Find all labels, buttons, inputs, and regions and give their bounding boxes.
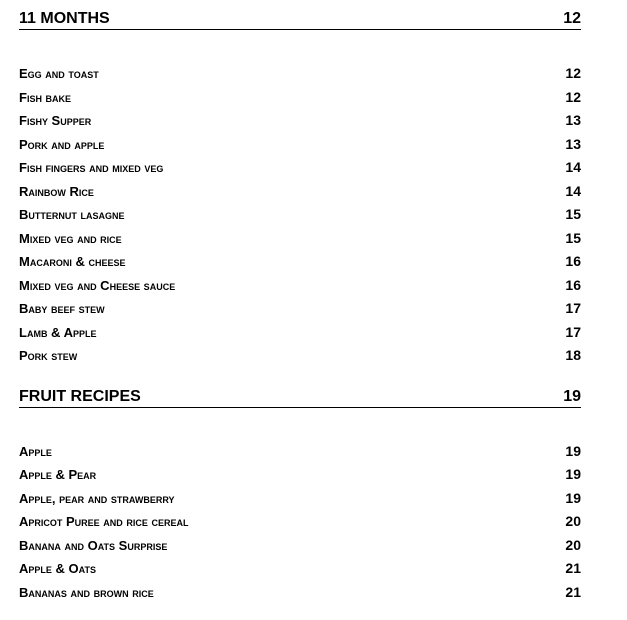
entry-page-number: 20 <box>565 513 581 529</box>
toc-entry <box>19 86 581 110</box>
entry-page-number: 21 <box>565 560 581 576</box>
toc-entry <box>19 440 581 464</box>
entry-label: Baby beef stew <box>19 301 105 316</box>
toc-entry <box>19 109 581 133</box>
toc-entry <box>19 581 581 605</box>
toc-entry <box>19 274 581 298</box>
entry-page-number: 17 <box>565 300 581 316</box>
toc-section-11-months <box>19 8 581 368</box>
section-page-number: 19 <box>563 387 581 405</box>
toc-entry <box>19 62 581 86</box>
toc-entry <box>19 557 581 581</box>
entry-page-number: 15 <box>565 229 581 246</box>
toc-entry <box>19 463 581 487</box>
toc-entry <box>19 156 581 180</box>
entry-page-number: 13 <box>565 112 581 128</box>
entry-label: Fish fingers and mixed veg <box>19 160 164 175</box>
entry-label: Pork stew <box>19 348 78 363</box>
entry-label: Lamb & Apple <box>19 324 97 340</box>
section-heading <box>19 386 581 408</box>
toc-entry <box>19 344 581 368</box>
entry-label: Apple <box>19 443 52 459</box>
entry-page-number: 14 <box>565 182 581 199</box>
entry-label: Apricot Puree and rice cereal <box>19 514 189 529</box>
entry-label: Macaroni & cheese <box>19 254 126 269</box>
entry-page-number: 12 <box>565 88 581 105</box>
section-heading <box>19 8 581 30</box>
entry-label: Apple, pear and strawberry <box>19 490 175 506</box>
entry-page-number: 19 <box>565 466 581 482</box>
entry-label: Bananas and brown rice <box>19 584 154 600</box>
entry-page-number: 15 <box>565 206 581 222</box>
entry-page-number: 21 <box>565 583 581 600</box>
entry-label: Butternut lasagne <box>19 207 125 222</box>
entry-page-number: 19 <box>565 442 581 459</box>
toc-entry <box>19 510 581 534</box>
entry-page-number: 13 <box>565 135 581 152</box>
section-title: FRUIT RECIPES <box>19 387 141 405</box>
toc-entry <box>19 534 581 558</box>
toc-entry <box>19 487 581 511</box>
toc-entry <box>19 321 581 345</box>
toc-section-fruit-recipes <box>19 386 581 605</box>
entry-page-number: 12 <box>565 65 581 81</box>
entry-label: Egg and toast <box>19 66 99 81</box>
entry-label: Mixed veg and Cheese sauce <box>19 277 176 293</box>
toc-entry <box>19 227 581 251</box>
entry-label: Rainbow Rice <box>19 183 94 199</box>
entry-label: Pork and apple <box>19 136 105 152</box>
toc-entry <box>19 180 581 204</box>
section-title: 11 MONTHS <box>19 10 110 27</box>
entry-page-number: 16 <box>565 276 581 293</box>
entry-label: Mixed veg and rice <box>19 230 122 246</box>
entry-page-number: 16 <box>565 253 581 269</box>
toc-entry <box>19 250 581 274</box>
table-of-contents <box>19 8 581 604</box>
entry-label: Apple & Pear <box>19 467 97 482</box>
toc-entry <box>19 203 581 227</box>
toc-entry <box>19 133 581 157</box>
entry-page-number: 19 <box>565 489 581 506</box>
entry-page-number: 20 <box>565 536 581 553</box>
entry-label: Fish bake <box>19 89 72 105</box>
entry-label: Fishy Supper <box>19 113 92 128</box>
entry-label: Apple & Oats <box>19 561 96 576</box>
entry-page-number: 18 <box>565 347 581 363</box>
entry-page-number: 14 <box>565 159 581 175</box>
entry-page-number: 17 <box>565 323 581 340</box>
section-page-number: 12 <box>563 10 581 27</box>
toc-entry <box>19 297 581 321</box>
entry-label: Banana and Oats Surprise <box>19 537 168 553</box>
